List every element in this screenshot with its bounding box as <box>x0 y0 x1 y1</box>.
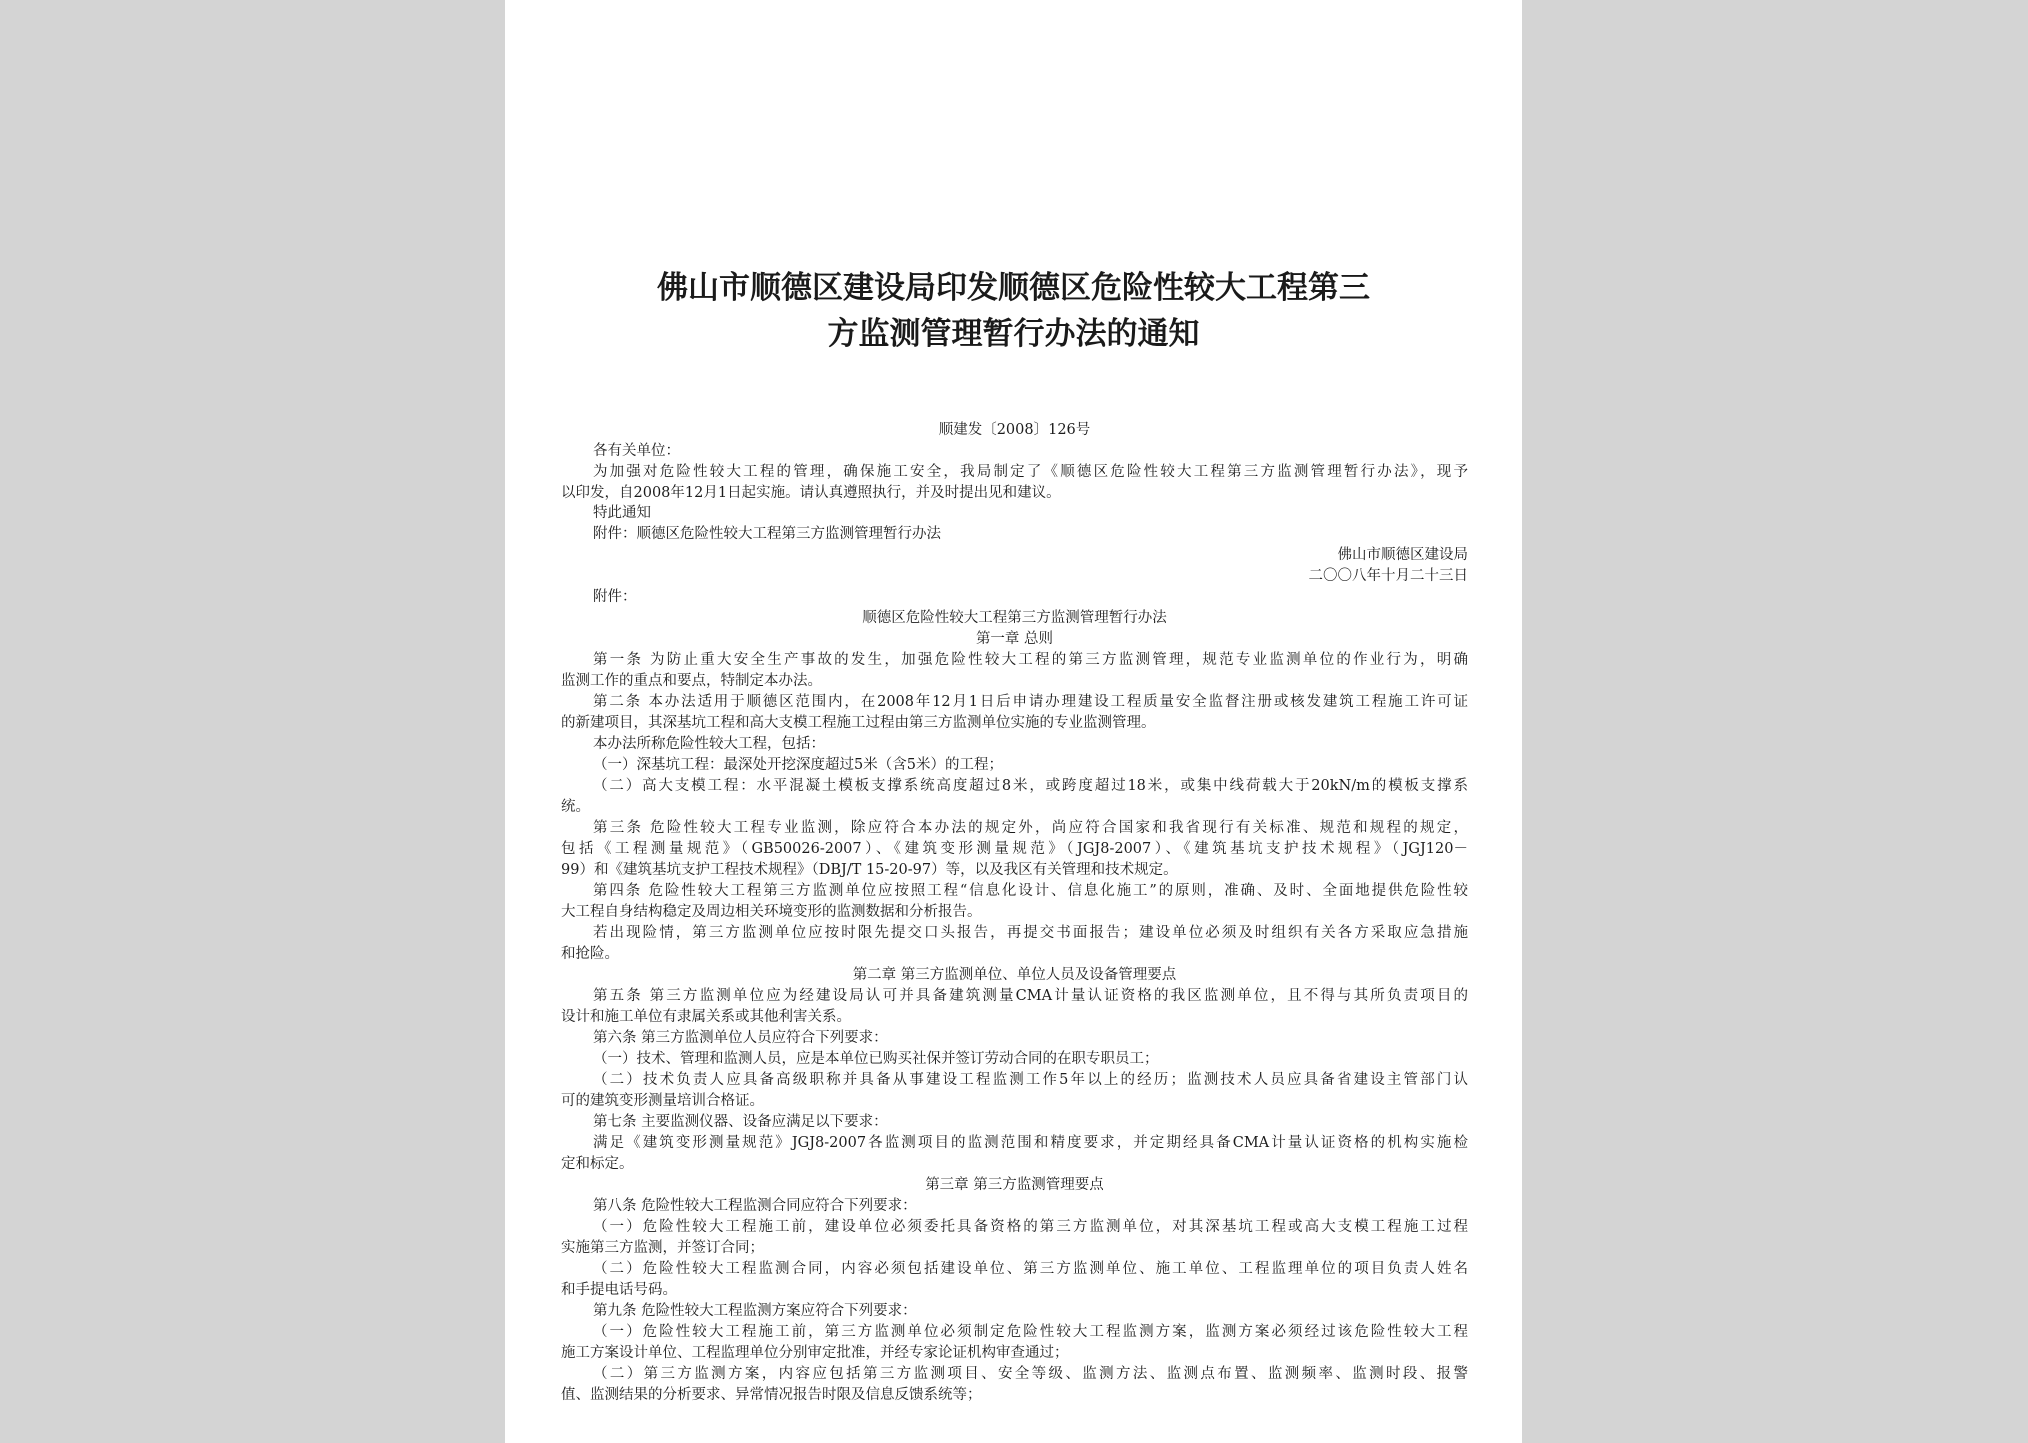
intro-line-1: 为加强对危险性较大工程的管理，确保施工安全，我局制定了《顺德区危险性较大工程第三方监测管理暂行办法》，现予 <box>593 464 1468 480</box>
paragraph-line: （一）深基坑工程：最深处开挖深度超过5米（含5米）的工程； <box>593 757 1003 773</box>
paragraph-line: 定和标定。 <box>561 1156 634 1172</box>
paragraph-line: 可的建筑变形测量培训合格证。 <box>561 1093 764 1109</box>
paragraph-line: 第三条 危险性较大工程专业监测，除应符合本办法的规定外，尚应符合国家和我省现行有关标准、规范和规程的规定， <box>593 820 1468 836</box>
paragraph-line: 第五条 第三方监测单位应为经建设局认可并具备建筑测量CMA计量认证资格的我区监测单位，且不得与其所负责项目的 <box>593 988 1468 1004</box>
paragraph-line: （一）危险性较大工程施工前，建设单位必须委托具备资格的第三方监测单位，对其深基坑工程或高大支模工程施工过程 <box>593 1219 1468 1235</box>
paragraph-line: （二）危险性较大工程监测合同，内容必须包括建设单位、第三方监测单位、施工单位、工程监理单位的项目负责人姓名 <box>593 1261 1468 1277</box>
paragraph-line: 99）和《建筑基坑支护工程技术规程》（DBJ/T 15-20-97）等，以及我区有关管理和技术规定。 <box>561 862 1178 878</box>
document-page <box>505 0 1522 1443</box>
paragraph-line: 统。 <box>561 799 590 815</box>
measures-title: 顺德区危险性较大工程第三方监测管理暂行办法 <box>862 610 1167 626</box>
paragraph-line: 若出现险情，第三方监测单位应按时限先提交口头报告，再提交书面报告；建设单位必须及时组织有关各方采取应急措施 <box>593 925 1468 941</box>
issuer-name: 佛山市顺德区建设局 <box>1337 547 1468 563</box>
chapter-heading: 第三章 第三方监测管理要点 <box>925 1177 1104 1193</box>
paragraph-line: （二）第三方监测方案，内容应包括第三方监测项目、安全等级、监测方法、监测点布置、监测频率、监测时段、报警 <box>593 1366 1468 1382</box>
paragraph-line: （一）危险性较大工程施工前，第三方监测单位必须制定危险性较大工程监测方案，监测方案必须经过该危险性较大工程 <box>593 1324 1468 1340</box>
document-title-line-1: 佛山市顺德区建设局印发顺德区危险性较大工程第三 <box>657 270 1370 306</box>
paragraph-line: 和手提电话号码。 <box>561 1282 677 1298</box>
paragraph-line: 值、监测结果的分析要求、异常情况报告时限及信息反馈系统等； <box>561 1387 982 1403</box>
salutation: 各有关单位： <box>593 443 680 459</box>
paragraph-line: 第四条 危险性较大工程第三方监测单位应按照工程“信息化设计、信息化施工”的原则，准确、及时、全面地提供危险性较 <box>593 883 1468 899</box>
paragraph-line: （二）高大支模工程：水平混凝土模板支撑系统高度超过8米，或跨度超过18米，或集中线荷载大于20kN/m的模板支撑系 <box>593 778 1468 794</box>
chapter-heading: 第一章 总则 <box>975 631 1054 647</box>
paragraph-line: 本办法所称危险性较大工程，包括： <box>593 736 825 752</box>
paragraph-line: 第二条 本办法适用于顺德区范围内，在2008年12月1日后申请办理建设工程质量安全监督注册或核发建筑工程施工许可证 <box>593 694 1468 710</box>
paragraph-line: 监测工作的重点和要点，特制定本办法。 <box>561 673 822 689</box>
paragraph-line: 第九条 危险性较大工程监测方案应符合下列要求： <box>593 1303 917 1319</box>
paragraph-line: （二）技术负责人应具备高级职称并具备从事建设工程监测工作5年以上的经历；监测技术人员应具备省建设主管部门认 <box>593 1072 1468 1088</box>
attachment-note: 附件：顺德区危险性较大工程第三方监测管理暂行办法 <box>593 526 941 542</box>
chapter-heading: 第二章 第三方监测单位、单位人员及设备管理要点 <box>852 967 1177 983</box>
intro-line-2: 以印发，自2008年12月1日起实施。请认真遵照执行，并及时提出见和建议。 <box>561 485 1061 501</box>
paragraph-line: 第七条 主要监测仪器、设备应满足以下要求： <box>593 1114 888 1130</box>
paragraph-line: （一）技术、管理和监测人员，应是本单位已购买社保并签订劳动合同的在职专职员工； <box>593 1051 1159 1067</box>
paragraph-line: 满足《建筑变形测量规范》JGJ8-2007各监测项目的监测范围和精度要求，并定期经具备CMA计量认证资格的机构实施检 <box>593 1135 1468 1151</box>
notice-text: 特此通知 <box>593 505 651 521</box>
paragraph-line: 包括《工程测量规范》（GB50026-2007）、《建筑变形测量规范》（JGJ8-2007）、《建筑基坑支护技术规程》（JGJ120－ <box>561 841 1468 857</box>
paragraph-line: 实施第三方监测，并签订合同； <box>561 1240 764 1256</box>
attachment-label: 附件： <box>593 589 637 605</box>
paragraph-line: 第八条 危险性较大工程监测合同应符合下列要求： <box>593 1198 917 1214</box>
paragraph-line: 第一条 为防止重大安全生产事故的发生，加强危险性较大工程的第三方监测管理，规范专业监测单位的作业行为，明确 <box>593 652 1468 668</box>
document-title-line-2: 方监测管理暂行办法的通知 <box>827 316 1200 352</box>
paragraph-line: 大工程自身结构稳定及周边相关环境变形的监测数据和分析报告。 <box>561 904 982 920</box>
paragraph-line: 的新建项目，其深基坑工程和高大支模工程施工过程由第三方监测单位实施的专业监测管理。 <box>561 715 1156 731</box>
paragraph-line: 和抢险。 <box>561 946 619 962</box>
paragraph-line: 施工方案设计单位、工程监理单位分别审定批准，并经专家论证机构审查通过； <box>561 1345 1069 1361</box>
paragraph-line: 第六条 第三方监测单位人员应符合下列要求： <box>593 1030 888 1046</box>
document-number: 顺建发〔2008〕126号 <box>938 422 1091 438</box>
paragraph-line: 设计和施工单位有隶属关系或其他利害关系。 <box>561 1009 851 1025</box>
issue-date: 二〇〇八年十月二十三日 <box>1308 568 1468 584</box>
